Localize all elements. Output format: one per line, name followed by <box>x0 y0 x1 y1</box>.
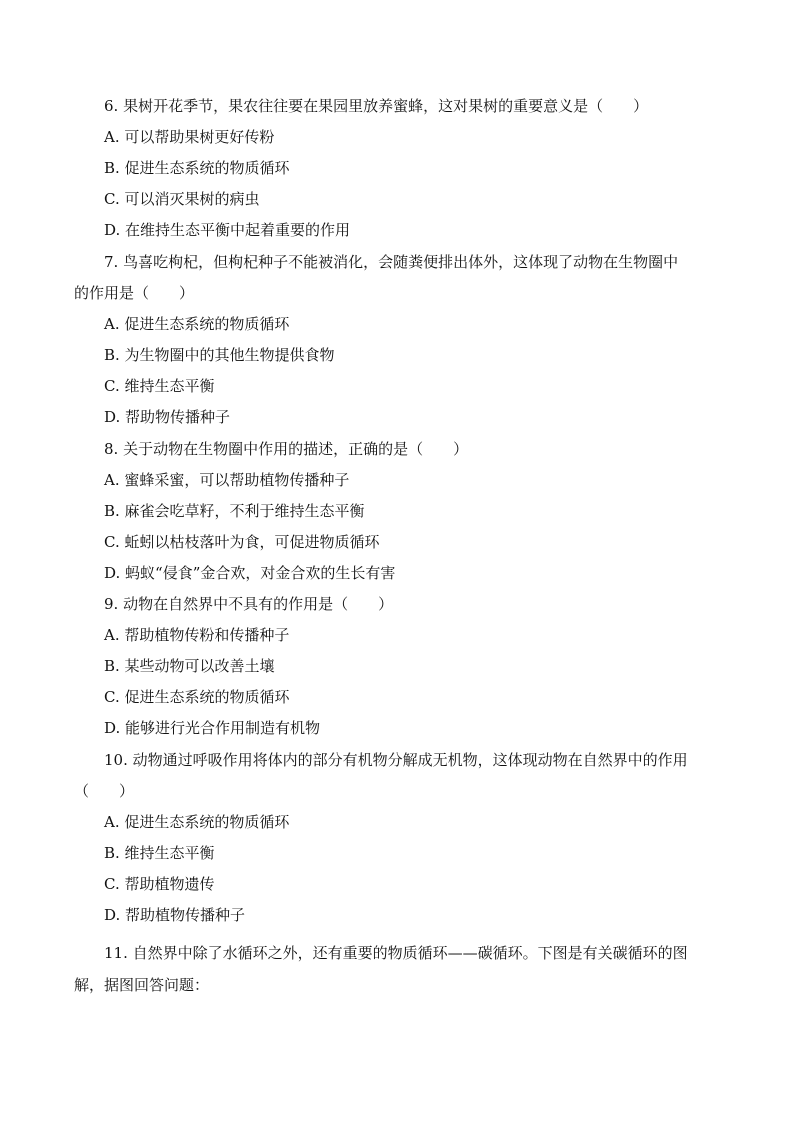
question-10-option-d: D. 帮助植物传播种子 <box>104 906 246 924</box>
question-9-option-b: B. 某些动物可以改善土壤 <box>104 657 275 675</box>
question-6-stem: 6. 果树开花季节，果农往往要在果园里放养蜜蜂，这对果树的重要意义是（ ） <box>104 97 649 115</box>
question-8-option-a: A. 蜜蜂采蜜，可以帮助植物传播种子 <box>104 471 350 489</box>
question-7-option-c: C. 维持生态平衡 <box>104 377 215 395</box>
question-6-option-d: D. 在维持生态平衡中起着重要的作用 <box>104 221 351 239</box>
question-6-option-a: A. 可以帮助果树更好传粉 <box>104 128 275 146</box>
question-6-option-b: B. 促进生态系统的物质循环 <box>104 159 290 177</box>
question-7-stem: 7. 鸟喜吃枸杞，但枸杞种子不能被消化，会随粪便排出体外，这体现了动物在生物圈中 <box>104 253 679 271</box>
question-7-option-b: B. 为生物圈中的其他生物提供食物 <box>104 346 335 364</box>
question-10-option-a: A. 促进生态系统的物质循环 <box>104 813 290 831</box>
question-10-option-b: B. 维持生态平衡 <box>104 844 215 862</box>
question-10-option-c: C. 帮助植物遗传 <box>104 875 215 893</box>
question-9-option-a: A. 帮助植物传粉和传播种子 <box>104 626 290 644</box>
question-7-option-a: A. 促进生态系统的物质循环 <box>104 315 290 333</box>
question-8-stem: 8. 关于动物在生物圈中作用的描述，正确的是（ ） <box>104 440 469 458</box>
question-9-option-d: D. 能够进行光合作用制造有机物 <box>104 719 321 737</box>
question-9-stem: 9. 动物在自然界中不具有的作用是（ ） <box>104 595 394 613</box>
question-10-stem: 10. 动物通过呼吸作用将体内的部分有机物分解成无机物，这体现动物在自然界中的作用 <box>104 751 688 769</box>
question-8-option-c: C. 蚯蚓以枯枝落叶为食，可促进物质循环 <box>104 533 380 551</box>
question-8-option-b: B. 麻雀会吃草籽，不利于维持生态平衡 <box>104 502 365 520</box>
question-8-option-d: D. 蚂蚁“侵食”金合欢，对金合欢的生长有害 <box>104 564 396 582</box>
question-11-stem-continued: 解，据图回答问题： <box>74 976 210 994</box>
question-10-stem-continued: （ ） <box>74 782 135 800</box>
question-11-stem: 11. 自然界中除了水循环之外，还有重要的物质循环——碳循环。下图是有关碳循环的图 <box>104 944 688 962</box>
question-9-option-c: C. 促进生态系统的物质循环 <box>104 688 290 706</box>
question-7-stem-continued: 的作用是（ ） <box>74 284 195 302</box>
question-7-option-d: D. 帮助物传播种子 <box>104 408 231 426</box>
question-6-option-c: C. 可以消灭果树的病虫 <box>104 190 260 208</box>
